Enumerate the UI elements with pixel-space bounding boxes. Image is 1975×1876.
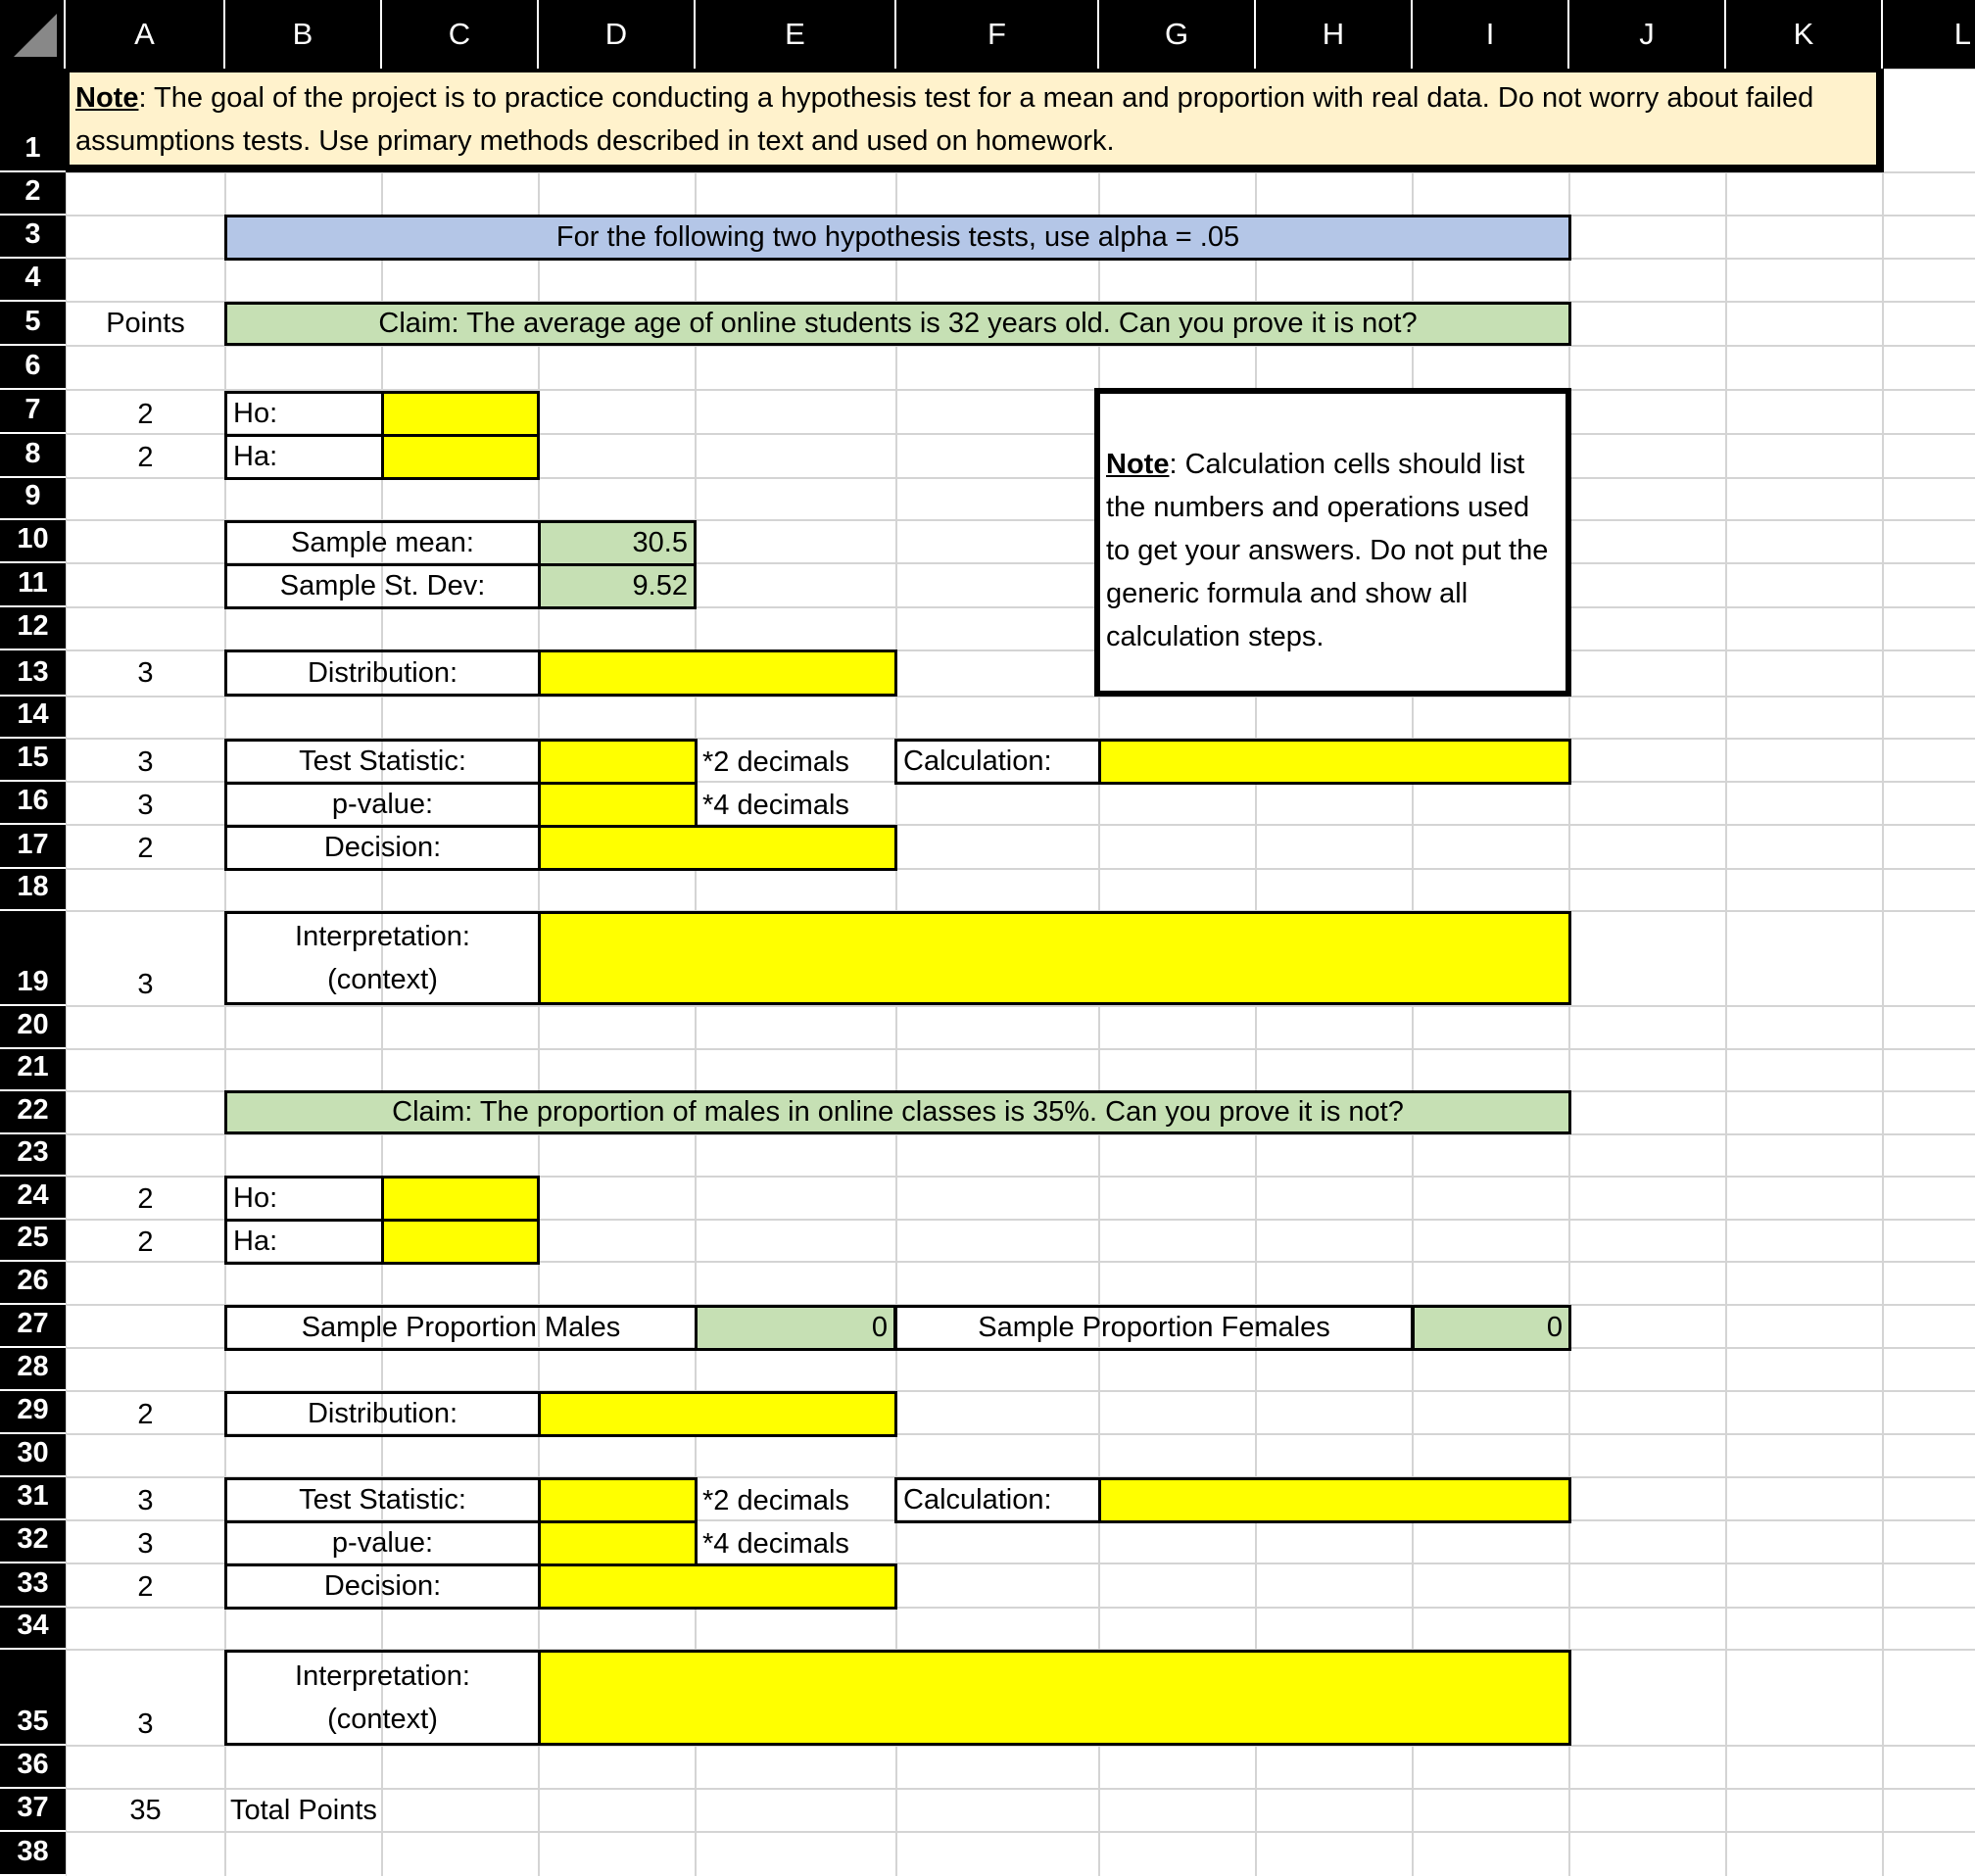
total-points-value-cell[interactable]: 35: [129, 1794, 162, 1826]
column-header-k[interactable]: K: [1726, 0, 1883, 69]
row-header-34[interactable]: 34: [0, 1608, 66, 1650]
sample-sd-value-cell[interactable]: 9.52: [538, 563, 697, 609]
prop-interpretation-input-cell[interactable]: [538, 1650, 1571, 1746]
prop-test-stat-input-cell[interactable]: [538, 1477, 698, 1523]
row-header-10[interactable]: 10: [0, 520, 66, 563]
column-header-j[interactable]: J: [1569, 0, 1726, 69]
row-header-36[interactable]: 36: [0, 1746, 66, 1789]
column-header-g[interactable]: G: [1099, 0, 1256, 69]
row-header-26[interactable]: 26: [0, 1262, 66, 1305]
calculation-input-cell[interactable]: [1098, 739, 1571, 785]
prop-distribution-input-cell[interactable]: [538, 1391, 897, 1437]
row-header-37[interactable]: 37: [0, 1789, 66, 1832]
prop-ha-label-cell[interactable]: Ha:: [224, 1219, 384, 1265]
row-header-28[interactable]: 28: [0, 1348, 66, 1391]
column-header-f[interactable]: F: [896, 0, 1099, 69]
grid-row-line: [66, 1048, 1975, 1050]
prop-pvalue-points-cell[interactable]: 3: [137, 1527, 154, 1560]
row-header-16[interactable]: 16: [0, 782, 66, 825]
column-header-b[interactable]: B: [225, 0, 382, 69]
prop-interpretation-context-label: (context): [327, 1704, 438, 1735]
prop-ha-points-cell[interactable]: 2: [137, 1226, 154, 1258]
test-stat-decimals-note[interactable]: *2 decimals: [702, 746, 849, 778]
row-header-29[interactable]: 29: [0, 1391, 66, 1434]
row-header-32[interactable]: 32: [0, 1520, 66, 1563]
calc-note-label: Note: [1106, 449, 1170, 480]
sample-proportion-males-label[interactable]: Sample Proportion Males: [224, 1305, 698, 1351]
ho-points-cell[interactable]: 2: [137, 398, 154, 430]
prop-ho-points-cell[interactable]: 2: [137, 1182, 154, 1215]
interpretation-label-cell[interactable]: [224, 911, 541, 1005]
row-header-20[interactable]: 20: [0, 1006, 66, 1049]
row-header-25[interactable]: 25: [0, 1220, 66, 1262]
row-header-18[interactable]: 18: [0, 869, 66, 911]
row-header-3[interactable]: 3: [0, 216, 66, 259]
prop-ho-input-cell[interactable]: [381, 1176, 540, 1222]
prop-ha-input-cell[interactable]: [381, 1219, 540, 1265]
column-header-a[interactable]: A: [66, 0, 225, 69]
ho-label-cell[interactable]: Ho:: [224, 391, 384, 437]
row-header-1[interactable]: 1: [0, 69, 66, 172]
prop-test-stat-points-cell[interactable]: 3: [137, 1484, 154, 1516]
sample-proportion-males-value[interactable]: 0: [695, 1305, 896, 1351]
grid-column-line: [1882, 69, 1884, 1876]
prop-interpretation-label-cell[interactable]: [224, 1650, 541, 1746]
test-stat-input-cell[interactable]: [538, 739, 698, 785]
mean-claim-banner[interactable]: Claim: The average age of online students is 32 years old. Can you prove it is not?: [224, 302, 1571, 346]
note-label: Note: [75, 82, 139, 114]
row-header-15[interactable]: 15: [0, 739, 66, 782]
row-header-35[interactable]: 35: [0, 1650, 66, 1746]
prop-pvalue-decimals-note[interactable]: *4 decimals: [702, 1527, 849, 1560]
distribution-label-cell[interactable]: Distribution:: [224, 649, 541, 697]
row-header-9[interactable]: 9: [0, 478, 66, 520]
prop-pvalue-input-cell[interactable]: [538, 1520, 698, 1566]
column-header-e[interactable]: E: [696, 0, 896, 69]
prop-distribution-points-cell[interactable]: 2: [137, 1398, 154, 1430]
ha-input-cell[interactable]: [381, 434, 540, 480]
sample-sd-label-cell[interactable]: Sample St. Dev:: [224, 563, 541, 609]
pvalue-input-cell[interactable]: [538, 782, 698, 828]
grid-column-line: [1725, 69, 1727, 1876]
sample-proportion-females-value[interactable]: 0: [1412, 1305, 1571, 1351]
row-header-22[interactable]: 22: [0, 1091, 66, 1134]
pvalue-points-cell[interactable]: 3: [137, 789, 154, 821]
row-header-11[interactable]: 11: [0, 563, 66, 607]
grid-row-line: [66, 1005, 1975, 1007]
row-header-8[interactable]: 8: [0, 434, 66, 478]
column-header-d[interactable]: D: [539, 0, 696, 69]
row-header-30[interactable]: 30: [0, 1434, 66, 1477]
interpretation-input-cell[interactable]: [538, 911, 1571, 1005]
column-header-h[interactable]: H: [1256, 0, 1413, 69]
prop-calculation-label-cell[interactable]: Calculation:: [894, 1477, 1101, 1523]
proportion-claim-banner[interactable]: Claim: The proportion of males in online classes is 35%. Can you prove it is not?: [224, 1090, 1571, 1134]
alpha-banner[interactable]: For the following two hypothesis tests, use alpha = .05: [224, 215, 1571, 261]
column-header-i[interactable]: I: [1413, 0, 1569, 69]
interpretation-points-cell[interactable]: 3: [137, 968, 154, 1000]
interpretation-context-label: (context): [327, 964, 438, 995]
pvalue-label-cell[interactable]: p-value:: [224, 782, 541, 828]
decision-input-cell[interactable]: [538, 825, 897, 871]
row-header-2[interactable]: 2: [0, 172, 66, 216]
ha-points-cell[interactable]: 2: [137, 441, 154, 473]
prop-decision-input-cell[interactable]: [538, 1563, 897, 1610]
calculation-label-cell[interactable]: Calculation:: [894, 739, 1101, 785]
row-header-6[interactable]: 6: [0, 346, 66, 390]
select-all-corner[interactable]: [0, 0, 66, 69]
decision-points-cell[interactable]: 2: [137, 832, 154, 864]
pvalue-decimals-note[interactable]: *4 decimals: [702, 789, 849, 821]
prop-decision-label-cell[interactable]: Decision:: [224, 1563, 541, 1610]
row-header-24[interactable]: 24: [0, 1177, 66, 1220]
sample-proportion-females-label[interactable]: Sample Proportion Females: [894, 1305, 1414, 1351]
row-header-4[interactable]: 4: [0, 259, 66, 302]
distribution-points-cell[interactable]: 3: [137, 656, 154, 689]
row-header-13[interactable]: 13: [0, 650, 66, 697]
prop-calculation-input-cell[interactable]: [1098, 1477, 1571, 1523]
prop-pvalue-label-cell[interactable]: p-value:: [224, 1520, 541, 1566]
calc-note-text: : Calculation cells should list the numbers and operations used to get your answers. Do not put the generic formula and show all calculation steps.: [1106, 449, 1549, 652]
row-header-7[interactable]: 7: [0, 390, 66, 434]
prop-ho-label-cell[interactable]: Ho:: [224, 1176, 384, 1222]
row-header-17[interactable]: 17: [0, 825, 66, 869]
select-all-icon: [14, 14, 57, 57]
decision-label-cell[interactable]: Decision:: [224, 825, 541, 871]
row-header-33[interactable]: 33: [0, 1563, 66, 1608]
prop-test-stat-label-cell[interactable]: Test Statistic:: [224, 1477, 541, 1523]
prop-interpretation-label: Interpretation:: [295, 1660, 470, 1692]
row-header-31[interactable]: 31: [0, 1477, 66, 1520]
row-header-38[interactable]: 38: [0, 1832, 66, 1876]
row-header-23[interactable]: 23: [0, 1134, 66, 1177]
project-goal-note[interactable]: [66, 69, 1884, 172]
column-header-l[interactable]: L: [1883, 0, 1975, 69]
prop-test-stat-decimals-note[interactable]: *2 decimals: [702, 1484, 849, 1516]
test-stat-points-cell[interactable]: 3: [137, 746, 154, 778]
row-header-21[interactable]: 21: [0, 1049, 66, 1091]
row-header-19[interactable]: 19: [0, 911, 66, 1006]
prop-decision-points-cell[interactable]: 2: [137, 1570, 154, 1603]
total-points-label-cell[interactable]: Total Points: [230, 1794, 377, 1826]
distribution-input-cell[interactable]: [538, 649, 897, 697]
calculation-note-box[interactable]: [1094, 388, 1571, 697]
ha-label-cell[interactable]: Ha:: [224, 434, 384, 480]
test-stat-label-cell[interactable]: Test Statistic:: [224, 739, 541, 785]
points-header[interactable]: Points: [106, 307, 185, 339]
sample-mean-value-cell[interactable]: 30.5: [538, 520, 697, 566]
column-header-c[interactable]: C: [382, 0, 539, 69]
row-header-5[interactable]: 5: [0, 302, 66, 346]
prop-distribution-label-cell[interactable]: Distribution:: [224, 1391, 541, 1437]
row-header-12[interactable]: 12: [0, 607, 66, 650]
interpretation-label: Interpretation:: [295, 921, 470, 952]
note-text: : The goal of the project is to practice conducting a hypothesis test for a mean and proportion with real data. Do not worry about failed assumptions tests. Use primary methods described in text and used on homework.: [75, 82, 1814, 157]
row-header-27[interactable]: 27: [0, 1305, 66, 1348]
row-header-14[interactable]: 14: [0, 697, 66, 739]
prop-interpretation-points-cell[interactable]: 3: [137, 1708, 154, 1740]
ho-input-cell[interactable]: [381, 391, 540, 437]
sample-mean-label-cell[interactable]: Sample mean:: [224, 520, 541, 566]
